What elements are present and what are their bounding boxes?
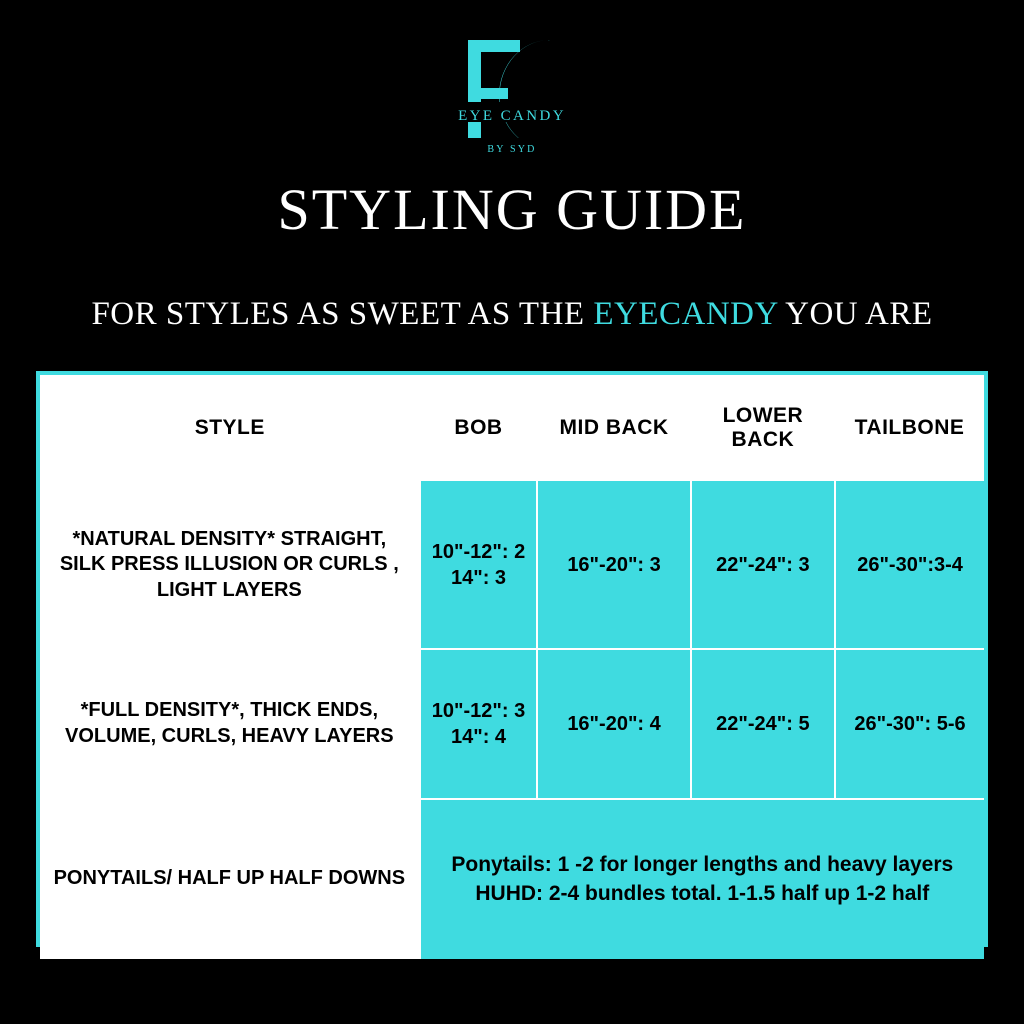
column-header-lower-back: LOWER BACK	[691, 375, 835, 481]
cell-style-ponytails: PONYTAILS/ HALF UP HALF DOWNS	[40, 799, 420, 959]
column-header-style: STYLE	[40, 375, 420, 481]
table-row	[40, 481, 984, 649]
cell-bob-full-density: 10"-12": 3 14": 4	[420, 649, 538, 799]
logo-monogram	[422, 22, 602, 172]
brand-tagline: BY SYD	[487, 144, 537, 155]
cell-style-full-density: *FULL DENSITY*, THICK ENDS, VOLUME, CURLS, HEAVY LAYERS	[40, 649, 420, 799]
cell-mid-back-natural-density: 16"-20": 3	[537, 481, 690, 649]
cell-mid-back-full-density: 16"-20": 4	[537, 649, 690, 799]
cell-lower-back-natural-density: 22"-24": 3	[691, 481, 835, 649]
cell-style-natural-density: *NATURAL DENSITY* STRAIGHT, SILK PRESS ILLUSION OR CURLS , LIGHT LAYERS	[40, 481, 420, 649]
column-header-tailbone: TAILBONE	[835, 375, 984, 481]
cell-lower-back-full-density: 22"-24": 5	[691, 649, 835, 799]
brand-name: EYE CANDY	[458, 108, 566, 124]
cell-tailbone-full-density: 26"-30": 5-6	[835, 649, 984, 799]
cell-bob-natural-density: 10"-12": 2 14": 3	[420, 481, 538, 649]
styling-guide-table	[36, 371, 988, 947]
page-subtitle	[0, 296, 1024, 333]
subtitle-accent: EYECANDY	[593, 296, 778, 332]
subtitle-after: YOU ARE	[777, 296, 933, 332]
cell-ponytails-note: Ponytails: 1 -2 for longer lengths and heavy layers HUHD: 2-4 bundles total. 1-1.5 half up 1-2 half	[420, 799, 984, 959]
subtitle-before: FOR STYLES AS SWEET AS THE	[91, 296, 594, 332]
table-row	[40, 649, 984, 799]
table-header-row	[40, 375, 984, 481]
column-header-bob: BOB	[420, 375, 538, 481]
cell-tailbone-natural-density: 26"-30":3-4	[835, 481, 984, 649]
page-title: STYLING GUIDE	[277, 177, 747, 242]
table-row	[40, 799, 984, 959]
brand-logo	[0, 22, 1024, 182]
column-header-mid-back: MID BACK	[537, 375, 690, 481]
